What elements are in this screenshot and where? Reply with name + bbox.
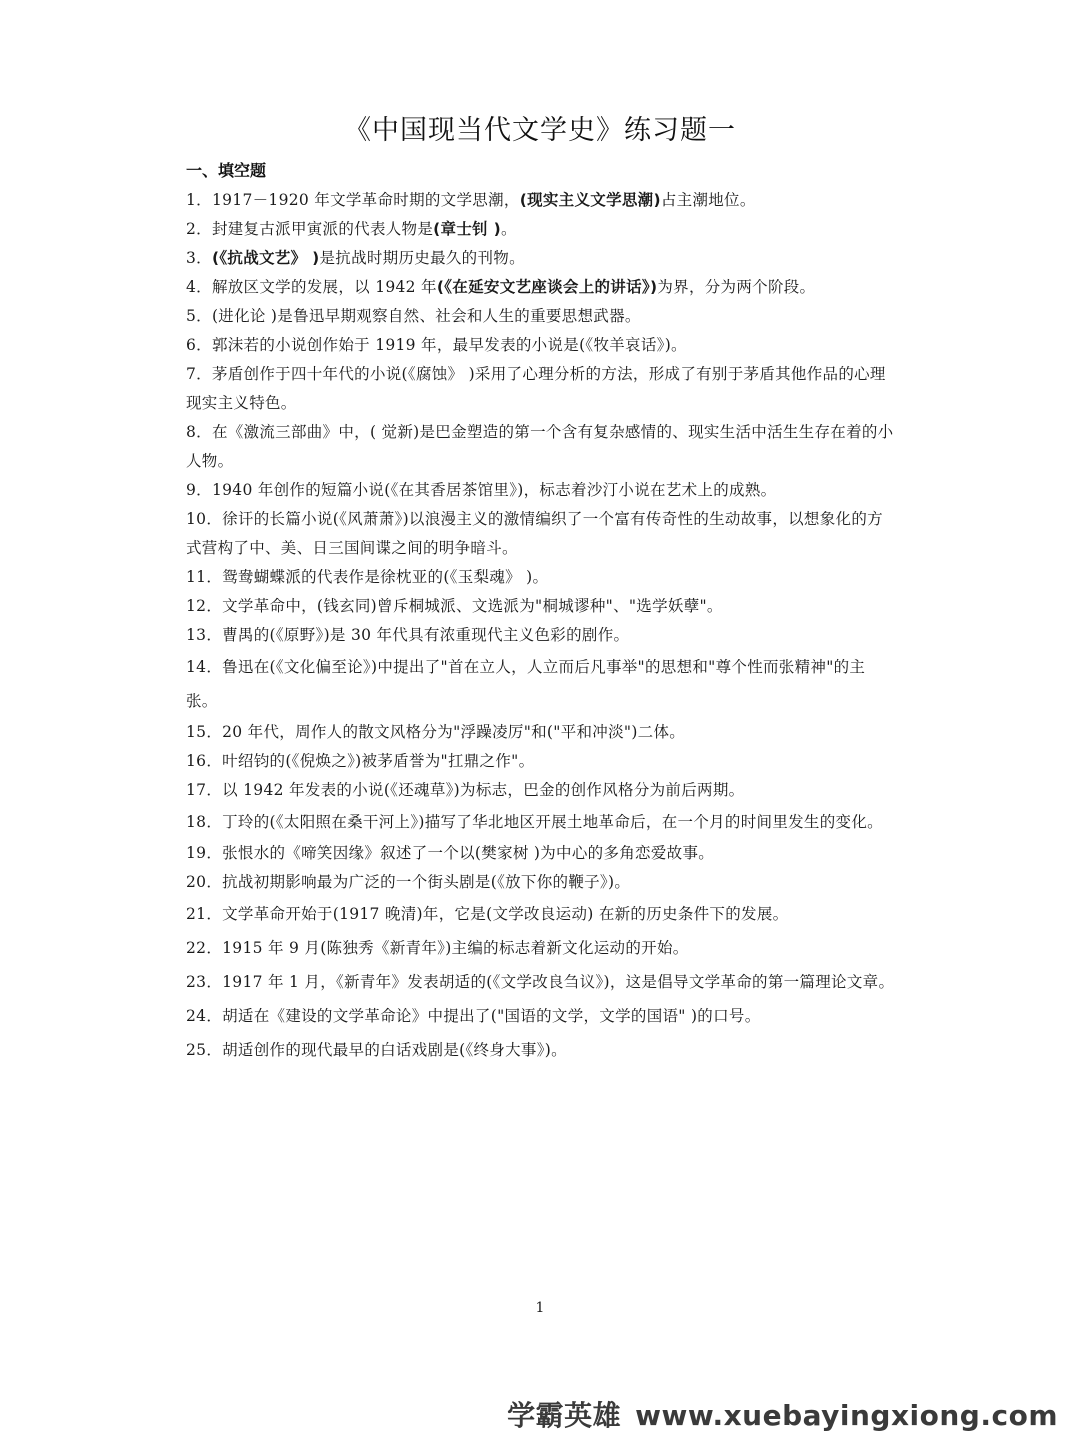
question-item: 23．1917 年 1 月，《新青年》发表胡适的(《文学改良刍议》)，这是倡导文学革命的第一篇理论文章。 bbox=[186, 973, 895, 991]
question-item: 21．文学革命开始于(1917 晚清)年，它是(文学改良运动) 在新的历史条件下的发展。 bbox=[186, 905, 789, 923]
question-item: 4．解放区文学的发展，以 1942 年(《在延安文艺座谈会上的讲话》)为界，分为两个阶段。 bbox=[186, 278, 816, 296]
question-item: 25．胡适创作的现代最早的白话戏剧是(《终身大事》)。 bbox=[186, 1041, 567, 1059]
question-item: 14．鲁迅在(《文化偏至论》)中提出了"首在立人，人立而后凡事举"的思想和"尊个性而张精神"的主张。 bbox=[186, 658, 866, 710]
page-number: 1 bbox=[535, 1300, 545, 1316]
question-item: 24．胡适在《建设的文学革命论》中提出了("国语的文学，文学的国语" )的口号。 bbox=[186, 1007, 761, 1025]
question-item: 22．1915 年 9 月(陈独秀《新青年》)主编的标志着新文化运动的开始。 bbox=[186, 939, 689, 957]
question-item: 20．抗战初期影响最为广泛的一个街头剧是(《放下你的鞭子》)。 bbox=[186, 873, 631, 891]
question-item: 19．张恨水的《啼笑因缘》叙述了一个以(樊家树 )为中心的多角恋爱故事。 bbox=[186, 844, 715, 862]
question-item: 5．(进化论 )是鲁迅早期观察自然、社会和人生的重要思想武器。 bbox=[186, 307, 641, 325]
question-item: 2．封建复古派甲寅派的代表人物是(章士钊 )。 bbox=[186, 220, 517, 238]
question-item: 10．徐讦的长篇小说(《风萧萧》)以浪漫主义的激情编织了一个富有传奇性的生动故事，以想象化的方式营构了中、美、日三国间谍之间的明争暗斗。 bbox=[186, 510, 883, 557]
question-item: 6．郭沫若的小说创作始于 1919 年，最早发表的小说是(《牧羊哀话》)。 bbox=[186, 336, 687, 354]
page-title: 《中国现当代文学史》练习题一 bbox=[344, 115, 736, 146]
watermark-url: www.xuebayingxiong.com bbox=[635, 1399, 1058, 1432]
question-item: 13．曹禺的(《原野》)是 30 年代具有浓重现代主义色彩的剧作。 bbox=[186, 626, 630, 644]
question-list bbox=[186, 186, 896, 1067]
question-item: 7．茅盾创作于四十年代的小说(《腐蚀》 )采用了心理分析的方法，形成了有别于茅盾其他作品的心理现实主义特色。 bbox=[186, 365, 886, 412]
question-item: 18．丁玲的(《太阳照在桑干河上》)描写了华北地区开展土地革命后，在一个月的时间里发生的变化。 bbox=[186, 813, 883, 831]
question-item: 1．1917－1920 年文学革命时期的文学思潮，(现实主义文学思潮)占主潮地位。 bbox=[186, 191, 756, 209]
question-item: 16．叶绍钧的(《倪焕之》)被茅盾誉为"扛鼎之作"。 bbox=[186, 752, 535, 770]
answer-text: (《抗战文艺》 ) bbox=[211, 249, 320, 267]
question-item: 3．(《抗战文艺》 )是抗战时期历史最久的刊物。 bbox=[186, 249, 525, 267]
question-item: 11．鸳鸯蝴蝶派的代表作是徐枕亚的(《玉梨魂》 )。 bbox=[186, 568, 549, 586]
question-item: 12．文学革命中，(钱玄同)曾斥桐城派、文选派为"桐城谬种"、"选学妖孽"。 bbox=[186, 597, 723, 615]
question-item: 8．在《激流三部曲》中，( 觉新)是巴金塑造的第一个含有复杂感情的、现实生活中活生生存在着的小人物。 bbox=[186, 423, 894, 470]
question-item: 17．以 1942 年发表的小说(《还魂草》)为标志，巴金的创作风格分为前后两期。 bbox=[186, 781, 745, 799]
question-item: 15．20 年代，周作人的散文风格分为"浮躁凌厉"和("平和冲淡")二体。 bbox=[186, 723, 686, 741]
site-watermark bbox=[507, 1394, 1058, 1434]
answer-text: (《在延安文艺座谈会上的讲话》) bbox=[436, 278, 658, 296]
answer-text: (现实主义文学思潮) bbox=[519, 191, 661, 209]
answer-text: (章士钊 ) bbox=[433, 220, 502, 238]
section-heading: 一、填空题 bbox=[186, 161, 267, 180]
question-item: 9．1940 年创作的短篇小说(《在其香居茶馆里》)，标志着沙汀小说在艺术上的成熟。 bbox=[186, 481, 777, 499]
watermark-brand: 学霸英雄 bbox=[507, 1399, 622, 1432]
